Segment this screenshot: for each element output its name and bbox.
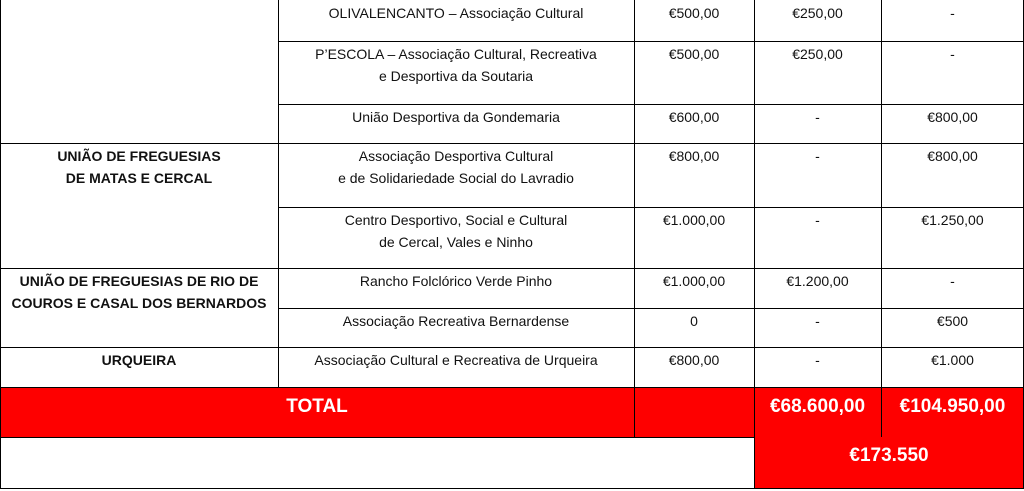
- table-row-value-2: -: [815, 352, 820, 368]
- table-row-value-2: €250,00: [792, 46, 843, 62]
- parish-matas-cercal: UNIÃO DE FREGUESIAS DE MATAS E CERCAL: [57, 148, 221, 186]
- table-row-entity: União Desportiva da Gondemaria: [352, 109, 560, 125]
- grid-line: [881, 0, 882, 437]
- table-row-value-1: €1.000,00: [662, 273, 726, 289]
- table-row-value-2: -: [815, 148, 820, 164]
- table-row-value-2: -: [815, 313, 820, 329]
- grid-line: [0, 488, 1024, 489]
- table-row-value-3: -: [950, 5, 955, 21]
- table-row-value-1: €500,00: [668, 5, 720, 21]
- grid-line: [634, 0, 635, 437]
- table-row-value-1: €600,00: [668, 109, 720, 125]
- table-row-entity: Associação Cultural e Recreativa de Urqueira: [314, 352, 598, 368]
- table-row-value-3: -: [950, 273, 955, 289]
- table-row-value-2: -: [815, 212, 820, 228]
- total-col2-cell: [754, 387, 881, 437]
- table-row-value-3: €1.000: [931, 352, 974, 368]
- table-row-entity: Rancho Folclórico Verde Pinho: [359, 273, 553, 289]
- table-row-value-2: €1.200,00: [786, 273, 849, 289]
- grid-line: [0, 347, 1024, 348]
- table-row-value-1: €800,00: [668, 352, 720, 368]
- table-row-value-1: €1.000,00: [662, 212, 726, 228]
- grid-line: [0, 437, 754, 438]
- total-label-cell: [0, 387, 634, 437]
- parish-rio-couros: UNIÃO DE FREGUESIAS DE RIO DE COUROS E CASAL DOS BERNARDOS: [11, 273, 267, 311]
- total-col3-cell: [881, 387, 1024, 437]
- table-row-value-3: €500: [936, 313, 969, 329]
- grid-line: [754, 0, 755, 489]
- table-row-value-1: €800,00: [668, 148, 720, 164]
- grid-line: [0, 0, 1, 489]
- grand-total-value: €173.550: [849, 445, 929, 466]
- table-row-entity: Centro Desportivo, Social e Cultural de Cercal, Vales e Ninho: [344, 212, 568, 250]
- grid-line: [0, 268, 1024, 269]
- grid-line: [0, 143, 1024, 144]
- table-row-entity: Associação Desportiva Cultural e de Solidariedade Social do Lavradio: [338, 148, 574, 186]
- total-col1-cell: [634, 387, 754, 437]
- grid-line: [278, 0, 279, 387]
- table-row-entity: OLIVALENCANTO – Associação Cultural: [328, 5, 584, 21]
- table-row-value-3: €1.250,00: [921, 212, 984, 228]
- total-col3-value: €104.950,00: [899, 396, 1006, 417]
- grid-line: [278, 41, 1024, 42]
- grand-total-cell: [754, 437, 1024, 488]
- table-row-entity: P’ESCOLA – Associação Cultural, Recreativa e Desportiva da Soutaria: [315, 46, 597, 84]
- grid-line: [0, 387, 1024, 388]
- table-row-value-1: 0: [690, 313, 698, 329]
- total-col2-value: €68.600,00: [769, 396, 866, 417]
- total-label: TOTAL: [286, 396, 348, 417]
- grid-line: [278, 104, 1024, 105]
- table-row-entity: Associação Recreativa Bernardense: [342, 313, 570, 329]
- table-row-value-2: -: [815, 109, 820, 125]
- table-row-value-3: -: [950, 46, 955, 62]
- table-row-value-3: €800,00: [927, 109, 978, 125]
- parish-urqueira: URQUEIRA: [101, 352, 177, 368]
- table-row-value-1: €500,00: [668, 46, 720, 62]
- table-row-value-3: €800,00: [927, 148, 978, 164]
- table-row-value-2: €250,00: [792, 5, 843, 21]
- grid-line: [278, 207, 1024, 208]
- grid-line: [278, 308, 1024, 309]
